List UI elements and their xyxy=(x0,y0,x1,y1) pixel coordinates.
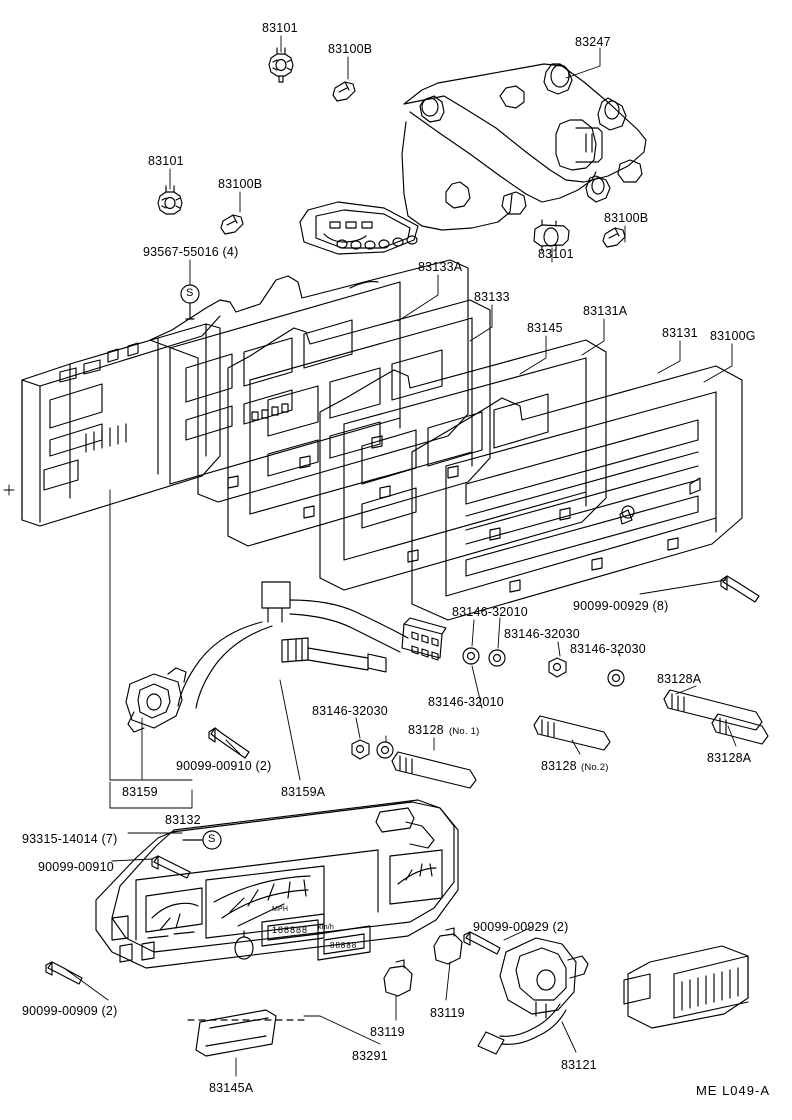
part-label-83100B-right: 83100B xyxy=(604,211,649,225)
part-83101-socket-top xyxy=(269,48,293,82)
part-label-83132: 83132 xyxy=(165,813,201,827)
part-83145-plate xyxy=(320,340,606,590)
part-90099-00910-screw-bottom xyxy=(152,856,190,878)
part-83145A-lens xyxy=(196,1010,276,1056)
part-connector-block-right xyxy=(624,946,748,1028)
part-label-83100B-left: 83100B xyxy=(218,177,263,191)
part-83133A-frame xyxy=(150,260,468,502)
part-label-83146-32030-lower: 83146-32030 xyxy=(312,704,388,718)
screw-symbol-s-bottom: S xyxy=(208,833,216,845)
part-label-90099-00929-2: 90099-00929 (2) xyxy=(473,920,569,934)
part-83132-meter-assembly xyxy=(96,800,458,968)
part-label-93567-55016: 93567-55016 (4) xyxy=(143,245,239,259)
part-label-83146-32030-right: 83146-32030 xyxy=(570,642,646,656)
part-83132-case xyxy=(22,316,220,526)
part-label-83121: 83121 xyxy=(561,1058,597,1072)
part-label-93315-14014: 93315-14014 (7) xyxy=(22,832,118,846)
part-label-83128-no2-suffix: (No.2) xyxy=(581,762,609,773)
part-label-83247: 83247 xyxy=(575,35,611,49)
drawing-code: ME L049-A xyxy=(695,1083,770,1098)
part-label-83128A-lower: 83128A xyxy=(707,751,752,765)
part-label-83128-no1-suffix: (No. 1) xyxy=(449,726,480,737)
part-90099-00929-screw-top xyxy=(721,576,759,602)
part-label-83128-no1: 83128 xyxy=(408,723,444,737)
part-label-83159: 83159 xyxy=(122,785,158,799)
part-label-83133: 83133 xyxy=(474,290,510,304)
part-83128-stud-no2 xyxy=(534,716,610,750)
part-83133A-plate xyxy=(300,202,418,254)
part-label-83146-32010-upper: 83146-32010 xyxy=(452,605,528,619)
part-83100B-bulb-top xyxy=(333,82,355,101)
part-label-83131: 83131 xyxy=(662,326,698,340)
part-83100B-bulb-left xyxy=(221,215,243,234)
screw-symbol-s-top: S xyxy=(186,287,194,299)
part-83101-socket-left xyxy=(158,186,182,214)
gauge-odometer-value: 188888 xyxy=(272,925,309,935)
part-label-90099-00910-2: 90099-00910 (2) xyxy=(176,759,272,773)
part-label-83101-left: 83101 xyxy=(148,154,184,168)
part-label-83146-32010-lower: 83146-32010 xyxy=(428,695,504,709)
part-83119-knob-right xyxy=(434,928,462,964)
part-label-90099-00909-2: 90099-00909 (2) xyxy=(22,1004,118,1018)
part-label-83101-right: 83101 xyxy=(538,247,574,261)
part-83119-knob-left xyxy=(384,960,412,996)
gauge-speed-unit-kmh: km/h xyxy=(318,924,334,931)
part-label-83101-top: 83101 xyxy=(262,21,298,35)
part-label-90099-00910: 90099-00910 xyxy=(38,860,114,874)
part-label-83145: 83145 xyxy=(527,321,563,335)
part-label-83128-no2: 83128 xyxy=(541,759,577,773)
gauge-trip-value: 88888 xyxy=(330,941,358,950)
gauge-speed-unit-mph: MPH xyxy=(272,906,289,913)
part-83247-bracket xyxy=(402,64,649,230)
part-label-83291: 83291 xyxy=(352,1049,388,1063)
part-label-83100G: 83100G xyxy=(710,329,756,343)
part-label-90099-00929-8: 90099-00929 (8) xyxy=(573,599,669,613)
part-label-83119-left: 83119 xyxy=(370,1025,405,1039)
part-label-83128A-upper: 83128A xyxy=(657,672,702,686)
part-83133-lens xyxy=(228,300,490,546)
part-83121-sender xyxy=(478,938,588,1054)
part-label-83133A: 83133A xyxy=(418,260,463,274)
part-label-83100B-top: 83100B xyxy=(328,42,373,56)
part-83128-stud-no1 xyxy=(392,752,476,788)
part-label-83145A: 83145A xyxy=(209,1081,254,1095)
part-label-83119-right: 83119 xyxy=(430,1006,465,1020)
part-90099-00929-screw-bottom xyxy=(464,932,500,954)
part-label-83159A: 83159A xyxy=(281,785,326,799)
part-83131-glass xyxy=(412,366,742,620)
part-label-83131A: 83131A xyxy=(583,304,628,318)
part-90099-00909-screw xyxy=(46,962,82,984)
part-label-83146-32030-upper: 83146-32030 xyxy=(504,627,580,641)
part-83100B-bulb-right xyxy=(603,228,625,247)
